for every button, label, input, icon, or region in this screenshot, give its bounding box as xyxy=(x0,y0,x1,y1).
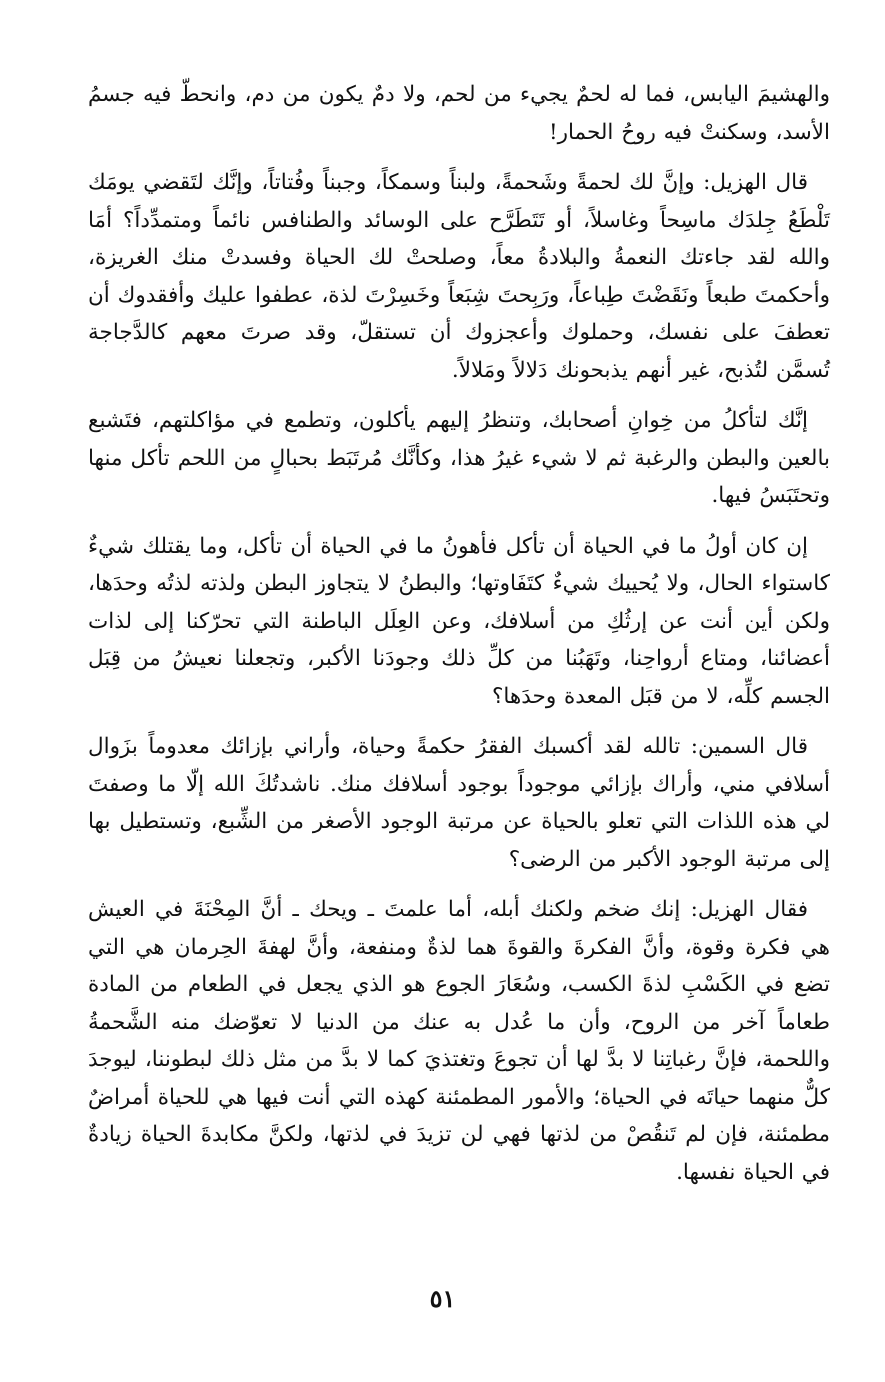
page-number: ٥١ xyxy=(429,1284,456,1313)
paragraph-samin-reply: قال السمين: تالله لقد أكسبك الفقرُ حكمةً وحياة، وأراني بإزائك معدوماً بزَوال أسلافي مني، وأراك بإزائي موجوداً بوجود أسلافك منك. ناشدتُكَ الله إلّا ما وصفتَ لي هذه اللذات التي تعلو بالحياة عن مرتبة الوجود الأصغر من الشِّبع، وتستطيل بها إلى مرتبة الوجود الأكبر من الرضى؟ xyxy=(88,734,830,872)
paragraph-hazil-reply: قال الهزيل: وإنَّ لك لحمةً وشَحمةً، ولبناً وسمكاً، وجبناً وفُتاتاً، وإنَّك لتَقضي يومَك تَلْطَعُ جِلدَك ماسِحاً وغاسلاً، أو تَتَطَرَّح على الوسائد والطنافس نائماً ومتمدِّداً؟ أمَا والله لقد جاءتك النعمةُ والبلادةُ معاً، وصلحتْ لك الحياة وفسدتْ منك الغريزة، وأحكمتَ طبعاً ونَقَضْتَ طِباعاً، ورَبِحتَ شِبَعاً وخَسِرْتَ لذة، عطفوا عليك وأفقدوك أن تعطفَ على نفسك، وحملوك وأعجزوك أن تستقلّ، وقد صرتَ معهم كالدَّجاجة تُسمَّن لتُذبح، غير أنهم يذبحونك دَلالاً ومَلالاً. xyxy=(88,170,830,383)
paragraph-hazil-final: فقال الهزيل: إنك ضخم ولكنك أبله، أما علمتَ ـ ويحك ـ أنَّ المِحْنَةَ في العيش هي فكرة وقوة، وأنَّ الفكرةَ والقوةَ هما لذةٌ ومنفعة، وأنَّ لهفةَ الحِرمان هي التي تضع في الكَسْبِ لذةَ الكسب، وسُعَارَ الجوع هو الذي يجعل في الطعام من المادة طعاماً آخر من الروح، وأن ما عُدل به عنك من الدنيا لا تعوّضك منه الشَّحمةُ واللحمة، فإنَّ رغباتِنا لا بدَّ لها أن تجوعَ وتغتذيَ كما لا بدَّ من مثل ذلك لبطوننا، ليوجدَ كلٌّ منهما حياتَه في الحياة؛ والأمور المطمئنة كهذه التي أنت فيها هي للحياة أمراضٌ مطمئنة، فإن لم تَنقُصْ من لذتها فهي لن تزيدَ في لذتها، ولكنَّ مكابدةَ الحياة زيادةٌ في الحياة نفسها. xyxy=(88,897,830,1185)
paragraph-eating-from-table: إنَّك لتأكلُ من خِوانِ أصحابك، وتنظرُ إليهم يأكلون، وتطمع في مؤاكلتهم، فتَشبع بالعين والبطن والرغبة ثم لا شيء غيرُ هذا، وكأنَّك مُرتَبَط بحبالٍ من اللحم تأكل منها وتحتَبَسُ فيها. xyxy=(88,408,830,508)
page-body xyxy=(88,76,830,1204)
paragraph-continuation: والهشيمَ اليابس، فما له لحمٌ يجيء من لحم، ولا دمٌ يكون من دم، وانحطّ فيه جسمُ الأسد، وسكنتْ فيه روحُ الحمار! xyxy=(88,82,830,145)
paragraph-first-thing-in-life: إن كان أولُ ما في الحياة أن تأكل فأهونُ ما في الحياة أن تأكل، وما يقتلك شيءٌ كاستواء الحال، ولا يُحييك شيءٌ كتَفَاوتها؛ والبطنُ لا يتجاوز البطن ولذته لذتُه وحدَها، ولكن أين أنت عن إرثُكِ من أسلافك، وعن العِلَل الباطنة التي تحرّكنا إلى لذات أعضائنا، ومتاع أرواحِنا، وتَهَبُنا من كلِّ ذلك وجودَنا الأكبر، وتجعلنا نعيشُ من قِبَل الجسم كلِّه، لا من قبَل المعدة وحدَها؟ xyxy=(88,533,830,709)
